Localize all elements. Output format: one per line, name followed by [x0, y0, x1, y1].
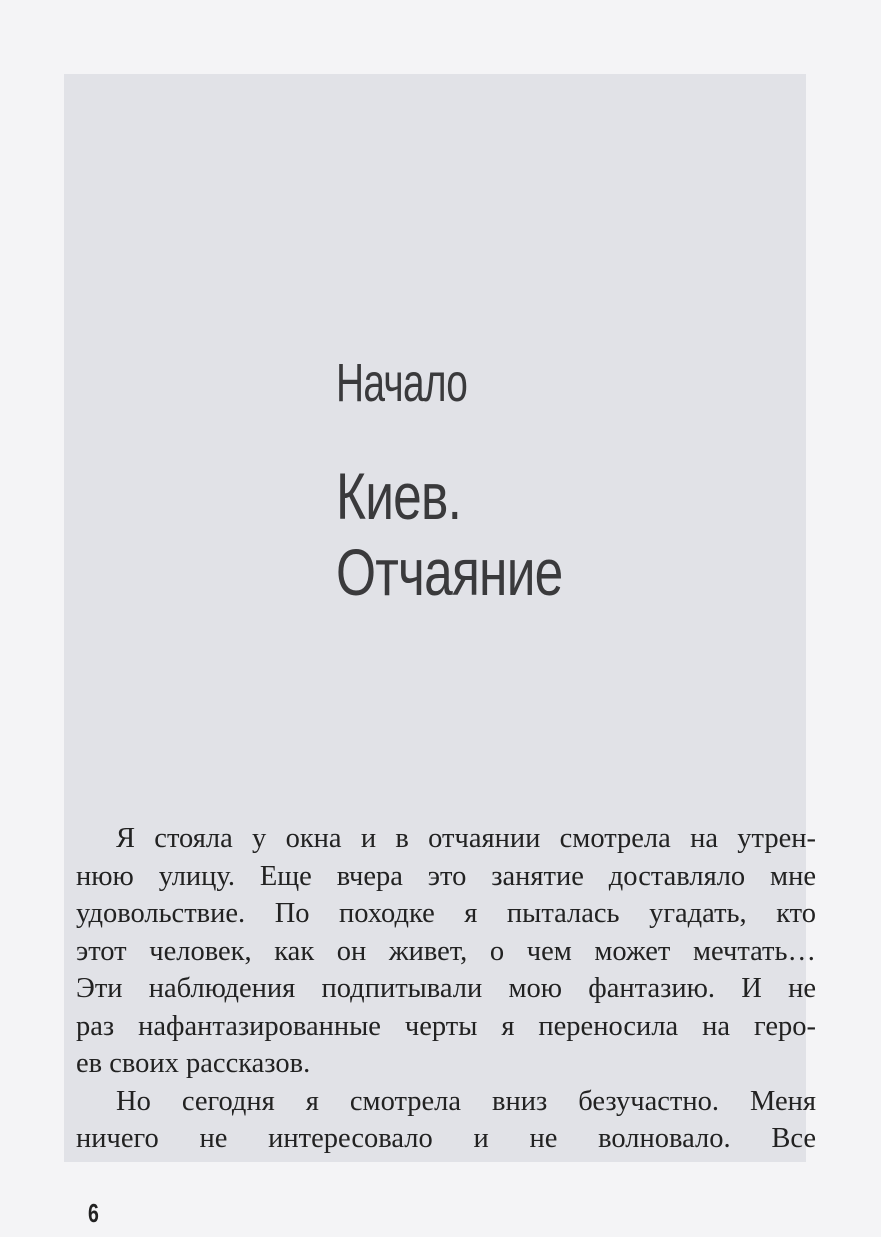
text-line: раз нафантазированные черты я переносила на геро- [76, 1010, 816, 1042]
page-number: 6 [88, 1198, 99, 1228]
text-line: удовольствие. По походке я пыталась угадать, кто [76, 898, 816, 929]
text-line: Я стояла у окна и в отчаянии смотрела на утрен- [116, 823, 816, 854]
chapter-title: Начало [336, 353, 468, 413]
chapter-subtitle-line: Киев. [336, 459, 462, 533]
text-line: ничего не интересовало и не волновало. Все [76, 1123, 816, 1154]
body-text [76, 820, 816, 1158]
text-line: ев своих рассказов. [76, 1048, 311, 1079]
chapter-subtitle [336, 458, 563, 610]
text-line: этот человек, как он живет, о чем может мечтать… [76, 935, 816, 967]
text-line: нюю улицу. Еще вчера это занятие доставляло мне [76, 860, 816, 892]
text-line: Но сегодня я смотрела вниз безучастно. Меня [116, 1085, 816, 1117]
chapter-subtitle-line: Отчаяние [336, 535, 563, 609]
text-line: Эти наблюдения подпитывали мою фантазию. И не [76, 973, 816, 1004]
